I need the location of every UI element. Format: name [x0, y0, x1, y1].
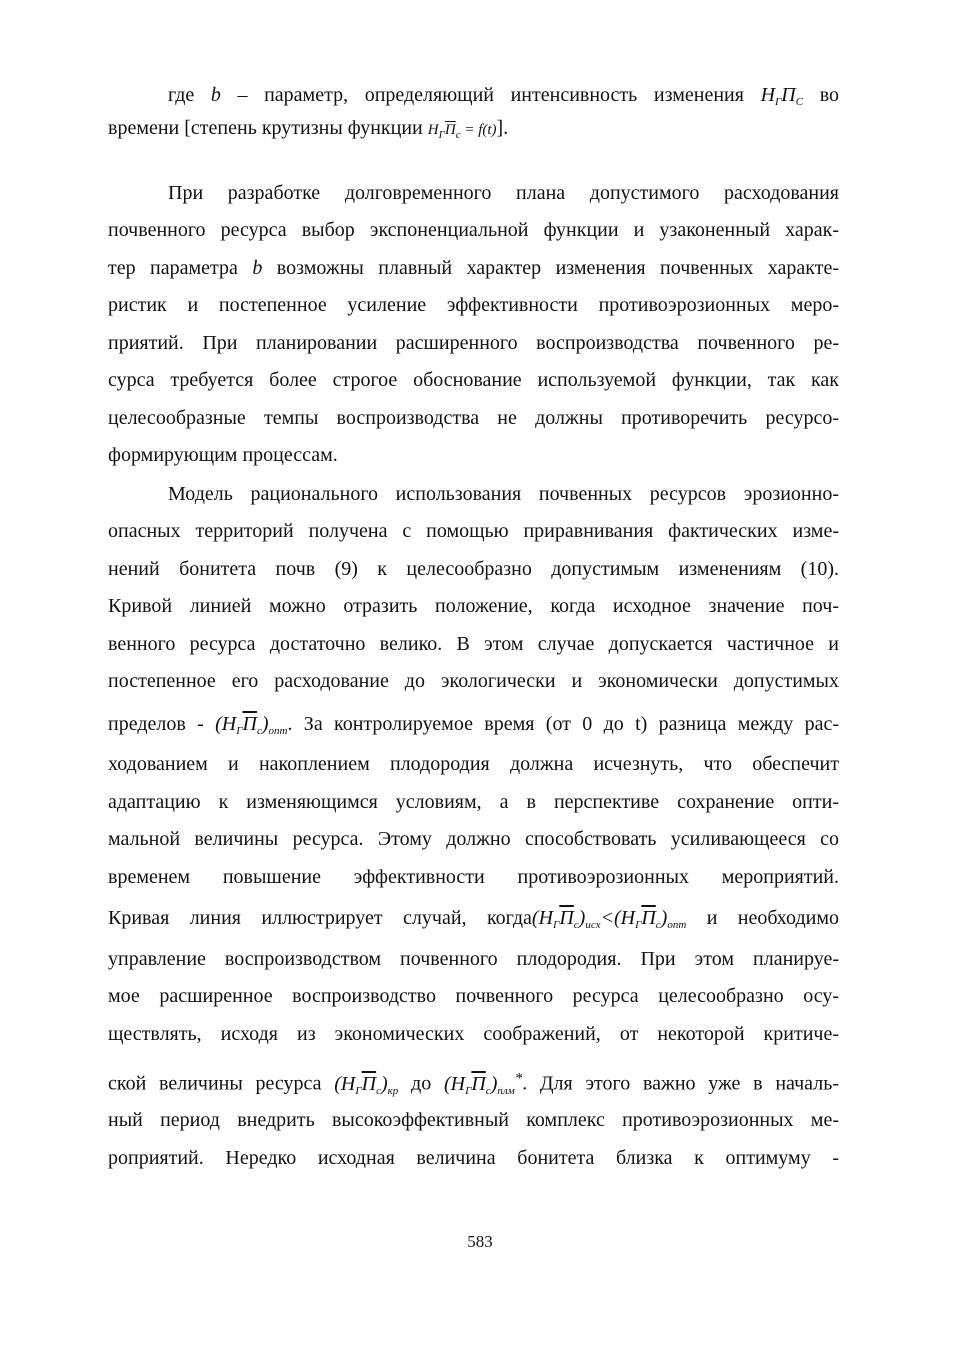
text-line-13: нений бонитета почв (9) к целесообразно допустимым изменениям (10). [108, 558, 839, 580]
text-line-2: времени [степень крутизны функции $H_ГП_c = f(t)$]. [108, 117, 509, 141]
text-line-19: адаптацию к изменяющимся условиям, а в перспективе сохранение опти- [108, 791, 839, 813]
text-line-12: опасных территорий получена с помощью приравнивания фактических изме- [108, 520, 839, 542]
text-line-25: ществлять, исходя из экономических соображений, от некоторой критиче- [108, 1023, 839, 1045]
text-line-9: целесообразные темпы воспроизводства не должны противоречить ресурсо- [108, 407, 839, 429]
text-line-10: формирующим процессам. [108, 444, 338, 466]
text-line-16: постепенное его расходование до экологически и экономически допустимых [108, 670, 839, 692]
text-line-26: ской величины ресурса $(H_ГП_c)_{кр}$ до $(H_ГП_c)_{плм}^*$. Для этого важно уже в началь- [108, 1070, 839, 1097]
text-line-18: ходованием и накоплением плодородия должна исчезнуть, что обеспечит [108, 753, 839, 775]
text-line-7: приятий. При планировании расширенного воспроизводства почвенного ре- [108, 332, 839, 354]
text-line-5: тер параметра b возможны плавный характер изменения почвенных характе- [108, 257, 840, 279]
text-line-27: ный период внедрить высокоэффективный комплекс противоэрозионных ме- [108, 1109, 839, 1131]
text-line-8: сурса требуется более строгое обоснование используемой функции, так как [108, 369, 839, 391]
text-line-21: временем повышение эффективности противоэрозионных мероприятий. [108, 866, 839, 888]
text-line-23: управление воспроизводством почвенного плодородия. При этом планируе- [108, 948, 839, 970]
text-line-28: роприятий. Нередко исходная величина бонитета близка к оптимуму - [108, 1147, 839, 1169]
text-line-17: пределов - $(H_ГП_c)_{опт}$. За контролируемое время (от 0 до t) разница между рас- [108, 713, 839, 737]
text-line-3: При разработке долговременного плана допустимого расходования [168, 182, 839, 204]
text-line-15: венного ресурса достаточно велико. В этом случае допускается частичное и [108, 633, 839, 655]
page-number: 583 [467, 1232, 493, 1251]
text-line-4: почвенного ресурса выбор экспоненциальной функции и узаконенный харак- [108, 219, 839, 241]
text-line-1: где b – параметр, определяющий интенсивность изменения $H_ГП_С$ во [168, 84, 839, 108]
text-line-6: ристик и постепенное усиление эффективности противоэрозионных меро- [108, 294, 839, 316]
text-line-22: Кривая линия иллюстрирует случай, $когда(H_ГП_c)_{исх}<(H_ГП_c)_{опт}$ и необходимо [108, 907, 839, 931]
text-line-24: мое расширенное воспроизводство почвенного ресурса целесообразно осу- [108, 985, 839, 1007]
text-line-14: Кривой линией можно отразить положение, когда исходное значение поч- [108, 595, 839, 617]
text-line-20: мальной величины ресурса. Этому должно способствовать усиливающееся со [108, 828, 839, 850]
text-line-11: Модель рационального использования почвенных ресурсов эрозионно- [168, 483, 839, 505]
